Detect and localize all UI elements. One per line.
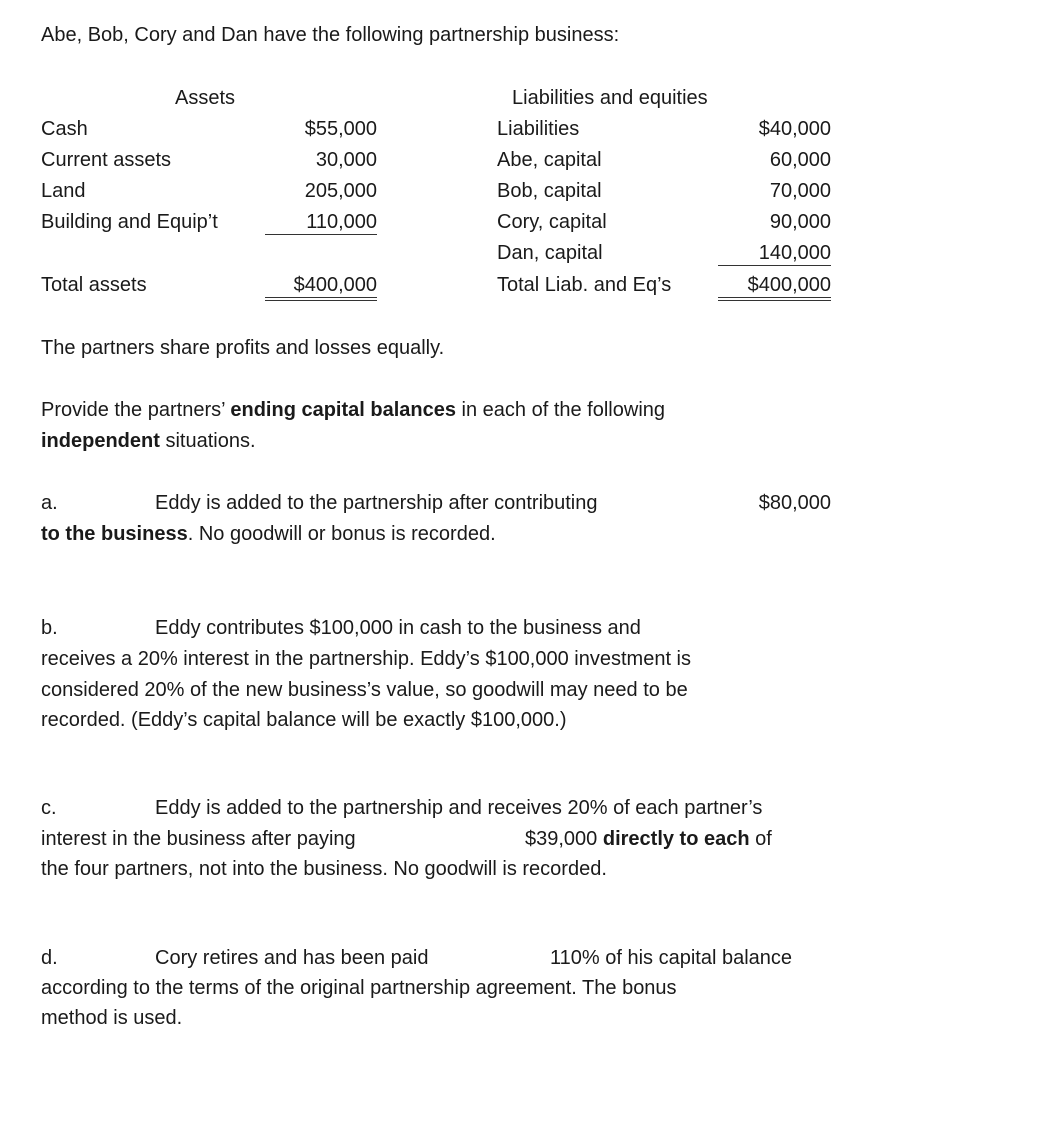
asset-label: Current assets <box>41 149 172 171</box>
liability-value: $40,000 <box>758 118 831 140</box>
asset-label: Cash <box>41 118 88 140</box>
situation-letter: a. <box>41 492 58 514</box>
liability-value: 70,000 <box>769 180 831 202</box>
instruction-line-1: Provide the partners’ ending capital balances in each of the following <box>41 399 666 421</box>
situation-text: $39,000 directly to each of <box>525 828 772 850</box>
total-liab-label: Total Liab. and Eq’s <box>497 274 672 296</box>
total-assets-label: Total assets <box>41 274 147 296</box>
intro-text: Abe, Bob, Cory and Dan have the following partnership business: <box>41 24 620 46</box>
situation-text: receives a 20% interest in the partnership. Eddy’s $100,000 investment is <box>41 648 691 670</box>
assets-header: Assets <box>175 87 236 109</box>
asset-label: Land <box>41 180 86 202</box>
share-text: The partners share profits and losses equally. <box>41 337 445 359</box>
situation-letter: c. <box>41 797 57 819</box>
liability-value: 60,000 <box>769 149 831 171</box>
liability-label: Liabilities <box>497 118 580 140</box>
situation-text: method is used. <box>41 1007 183 1029</box>
situation-text: to the business. No goodwill or bonus is recorded. <box>41 523 496 545</box>
liability-label: Dan, capital <box>497 242 603 264</box>
asset-label: Building and Equip’t <box>41 211 218 233</box>
liability-value: 140,000 <box>718 241 831 266</box>
situation-text: interest in the business after paying <box>41 828 356 850</box>
situation-text: recorded. (Eddy’s capital balance will be exactly $100,000.) <box>41 709 567 731</box>
instruction-line-2: independent situations. <box>41 430 256 452</box>
situation-text: Eddy is added to the partnership and receives 20% of each partner’s <box>155 797 763 819</box>
total-assets-value: $400,000 <box>265 273 377 301</box>
situation-amount: $80,000 <box>758 492 831 514</box>
situation-text: Cory retires and has been paid <box>155 947 429 969</box>
liability-value: 90,000 <box>769 211 831 233</box>
situation-letter: b. <box>41 617 58 639</box>
liability-label: Bob, capital <box>497 180 602 202</box>
asset-value: $55,000 <box>304 118 377 140</box>
situation-text: 110% of his capital balance <box>550 947 793 969</box>
situation-letter: d. <box>41 947 58 969</box>
situation-text: according to the terms of the original partnership agreement. The bonus <box>41 977 677 999</box>
liabilities-header: Liabilities and equities <box>512 87 708 109</box>
asset-value: 30,000 <box>315 149 377 171</box>
liability-label: Abe, capital <box>497 149 602 171</box>
situation-text: Eddy contributes $100,000 in cash to the business and <box>155 617 641 639</box>
total-liab-value: $400,000 <box>718 273 831 301</box>
situation-text: considered 20% of the new business’s value, so goodwill may need to be <box>41 679 688 701</box>
situation-text: the four partners, not into the business. No goodwill is recorded. <box>41 858 607 880</box>
situation-text: Eddy is added to the partnership after contributing <box>155 492 598 514</box>
liability-label: Cory, capital <box>497 211 607 233</box>
asset-value: 110,000 <box>265 210 377 235</box>
asset-value: 205,000 <box>304 180 377 202</box>
